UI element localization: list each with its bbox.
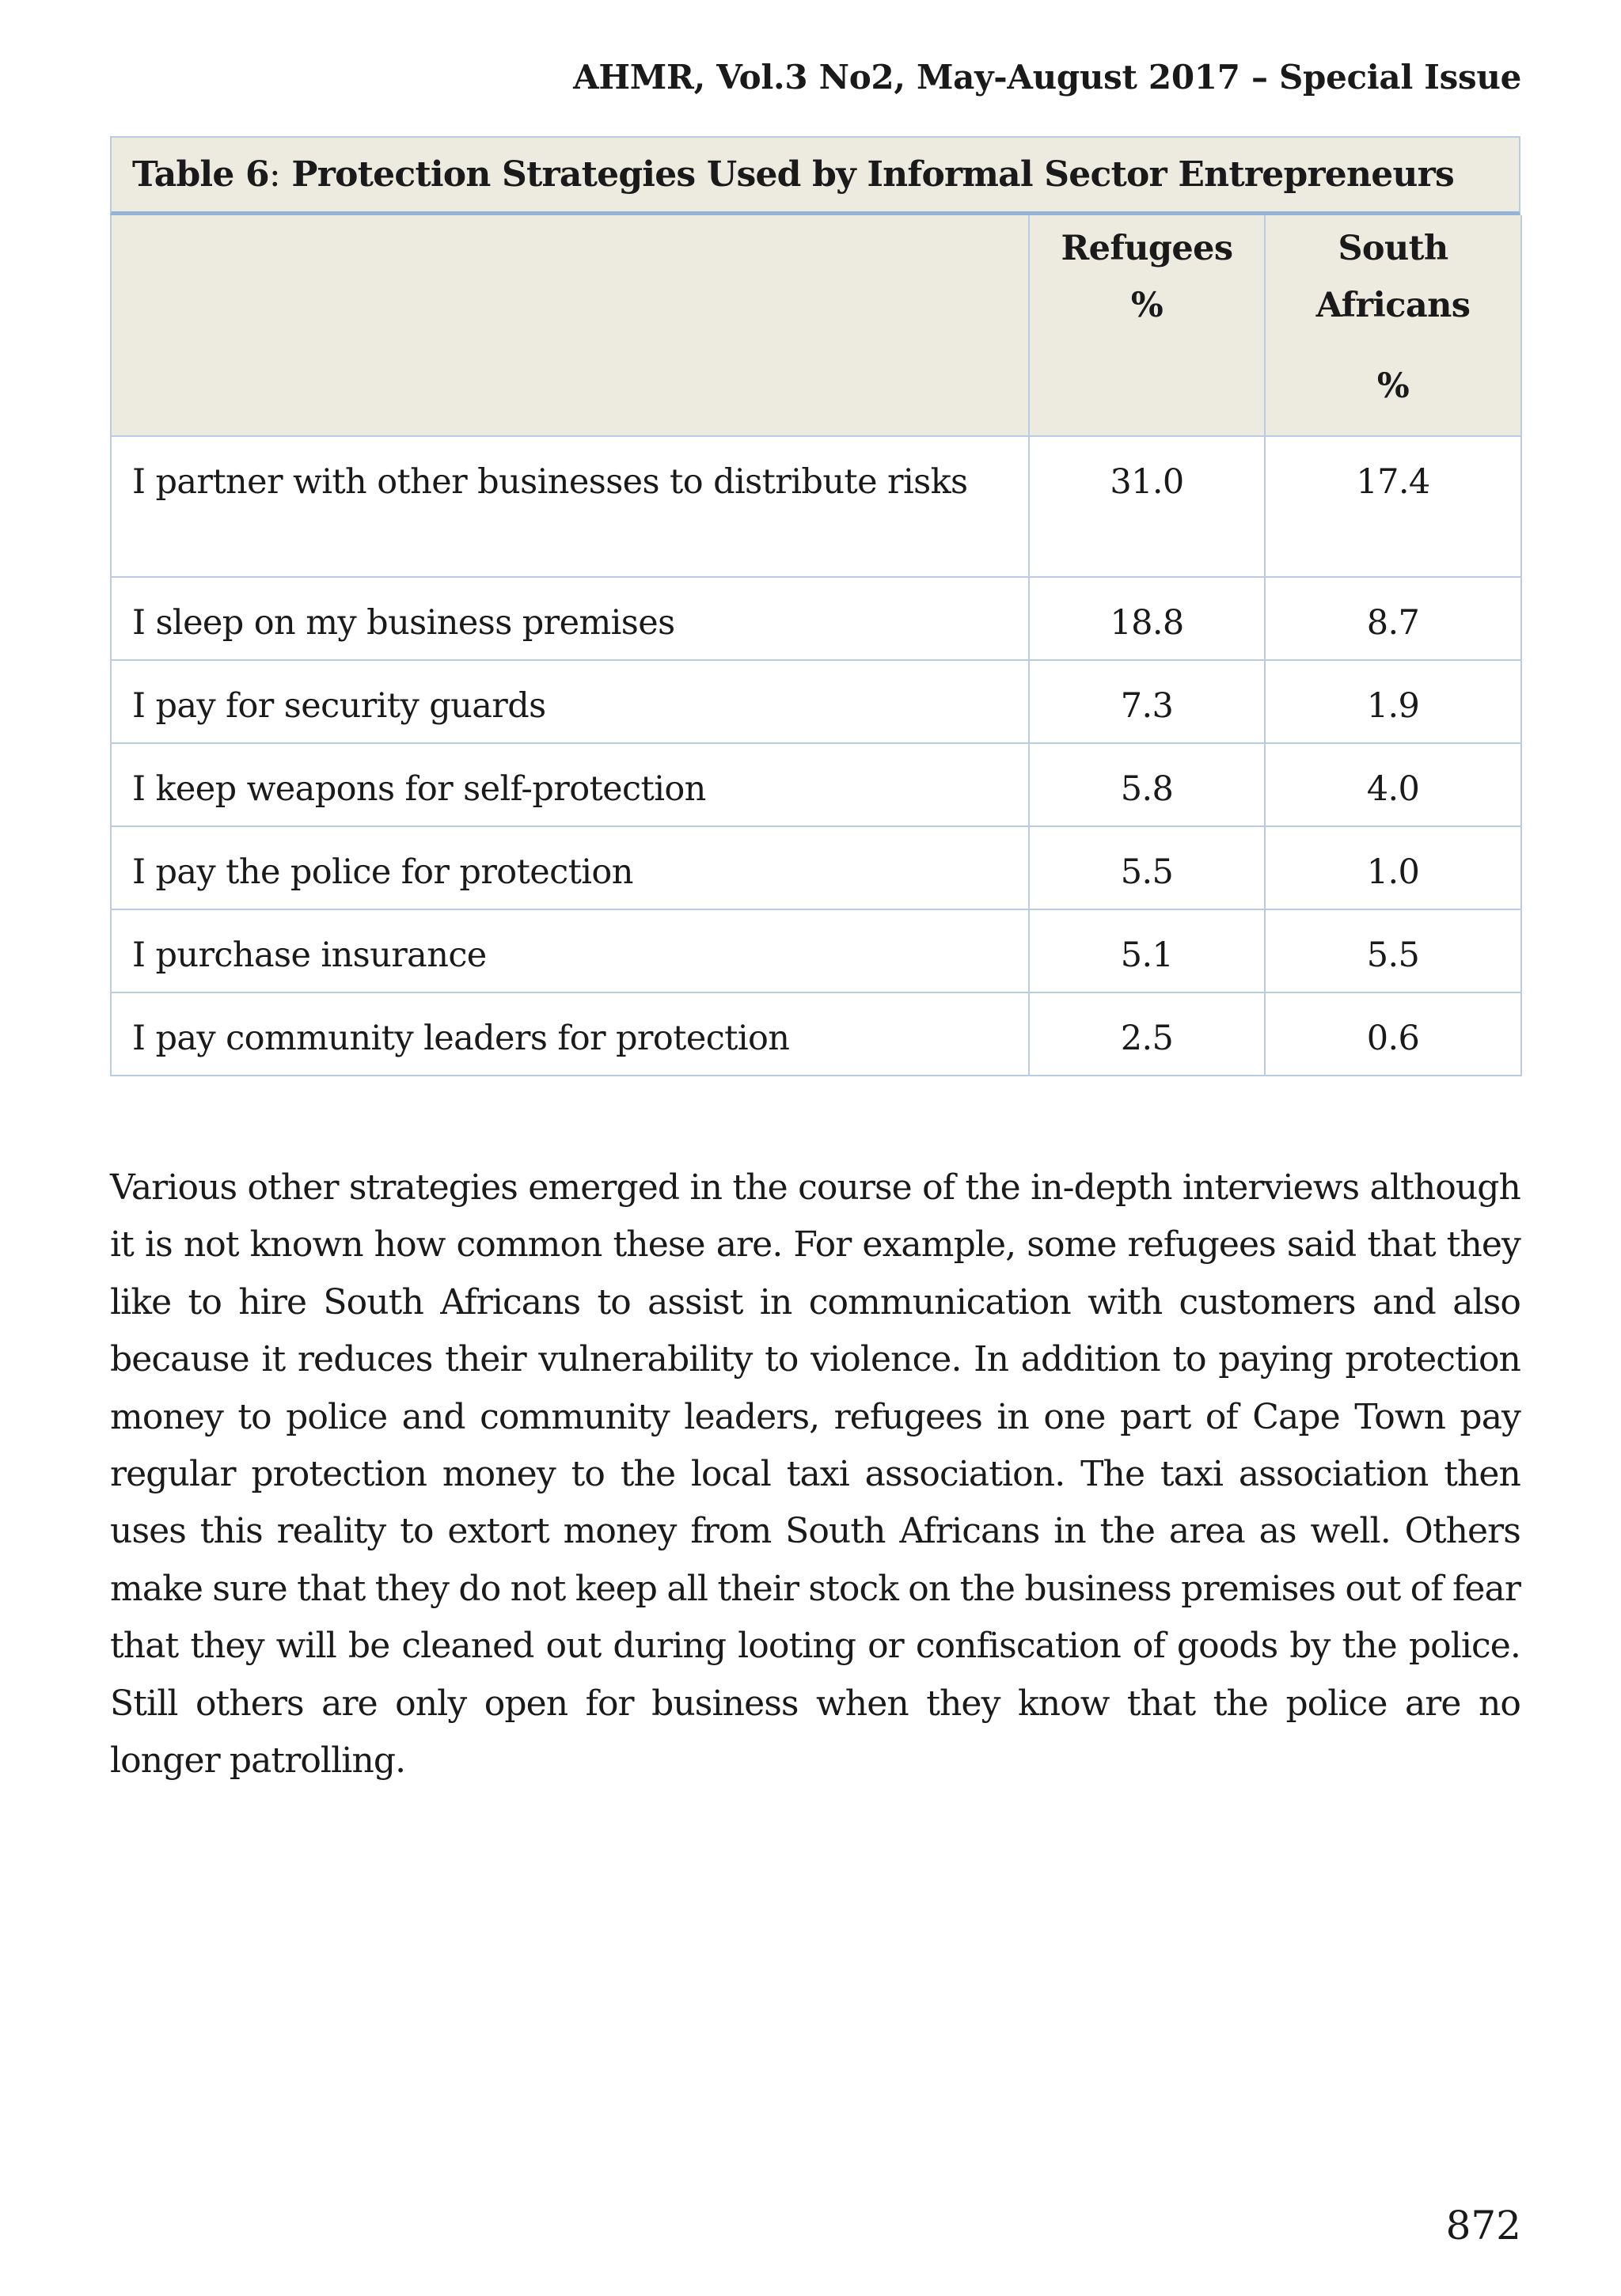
header-refugees-label: Refugees <box>1061 229 1233 268</box>
refugees-value: 31.0 <box>1029 436 1265 577</box>
refugees-value: 5.1 <box>1029 909 1265 992</box>
header-south-africans-label-1: South <box>1338 229 1448 268</box>
table-caption-separator: : <box>268 154 280 195</box>
header-refugees <box>1029 215 1265 436</box>
table-row <box>111 826 1521 909</box>
south-africans-value: 17.4 <box>1265 436 1521 577</box>
page-number: 872 <box>1445 2203 1521 2249</box>
strategy-cell: I pay for security guards <box>111 660 1029 743</box>
header-south-africans <box>1265 215 1521 436</box>
refugees-value: 2.5 <box>1029 992 1265 1076</box>
strategy-cell: I purchase insurance <box>111 909 1029 992</box>
table-row <box>111 660 1521 743</box>
strategy-cell: I keep weapons for self-protection <box>111 743 1029 826</box>
refugees-value: 5.8 <box>1029 743 1265 826</box>
south-africans-value: 4.0 <box>1265 743 1521 826</box>
south-africans-value: 0.6 <box>1265 992 1521 1076</box>
header-south-africans-label-2: Africans <box>1315 286 1471 325</box>
table-row <box>111 992 1521 1076</box>
strategy-cell: I pay the police for protection <box>111 826 1029 909</box>
data-table <box>110 215 1522 1076</box>
strategy-cell: I partner with other businesses to distribute risks <box>111 436 1029 577</box>
header-refugees-unit: % <box>1130 286 1164 325</box>
table-row <box>111 577 1521 660</box>
south-africans-value: 1.9 <box>1265 660 1521 743</box>
header-south-africans-unit: % <box>1376 366 1410 406</box>
south-africans-value: 8.7 <box>1265 577 1521 660</box>
table-6 <box>110 136 1520 1076</box>
header-row <box>111 215 1521 436</box>
strategy-cell: I sleep on my business premises <box>111 577 1029 660</box>
running-header: AHMR, Vol.3 No2, May-August 2017 – Special Issue <box>573 58 1521 97</box>
table-caption <box>110 136 1520 215</box>
south-africans-value: 5.5 <box>1265 909 1521 992</box>
table-row <box>111 436 1521 577</box>
table-row <box>111 743 1521 826</box>
table-caption-label: Table 6 <box>132 154 269 195</box>
south-africans-value: 1.0 <box>1265 826 1521 909</box>
refugees-value: 18.8 <box>1029 577 1265 660</box>
body-paragraph: Various other strategies emerged in the course of the in-depth interviews although it is not known how common these are. For example, some refugees said that they like to hire South Africans to assist in communication with customers and also because it reduces their vulnerability to violence. In addition to paying protection money to police and community leaders, refugees in one part of Cape Town pay regular protection money to the local taxi association. The taxi association then uses this reality to extort money from South Africans in the area as well. Others make sure that they do not keep all their stock on the business premises out of fear that they will be cleaned out during looting or confiscation of goods by the police. Still others are only open for business when they know that the police are no longer patrolling. <box>110 1167 1520 1782</box>
strategy-cell: I pay community leaders for protection <box>111 992 1029 1076</box>
table-row <box>111 909 1521 992</box>
table-caption-title: Protection Strategies Used by Informal Sector Entrepreneurs <box>279 154 1454 195</box>
header-blank-cell <box>111 215 1029 436</box>
refugees-value: 7.3 <box>1029 660 1265 743</box>
refugees-value: 5.5 <box>1029 826 1265 909</box>
